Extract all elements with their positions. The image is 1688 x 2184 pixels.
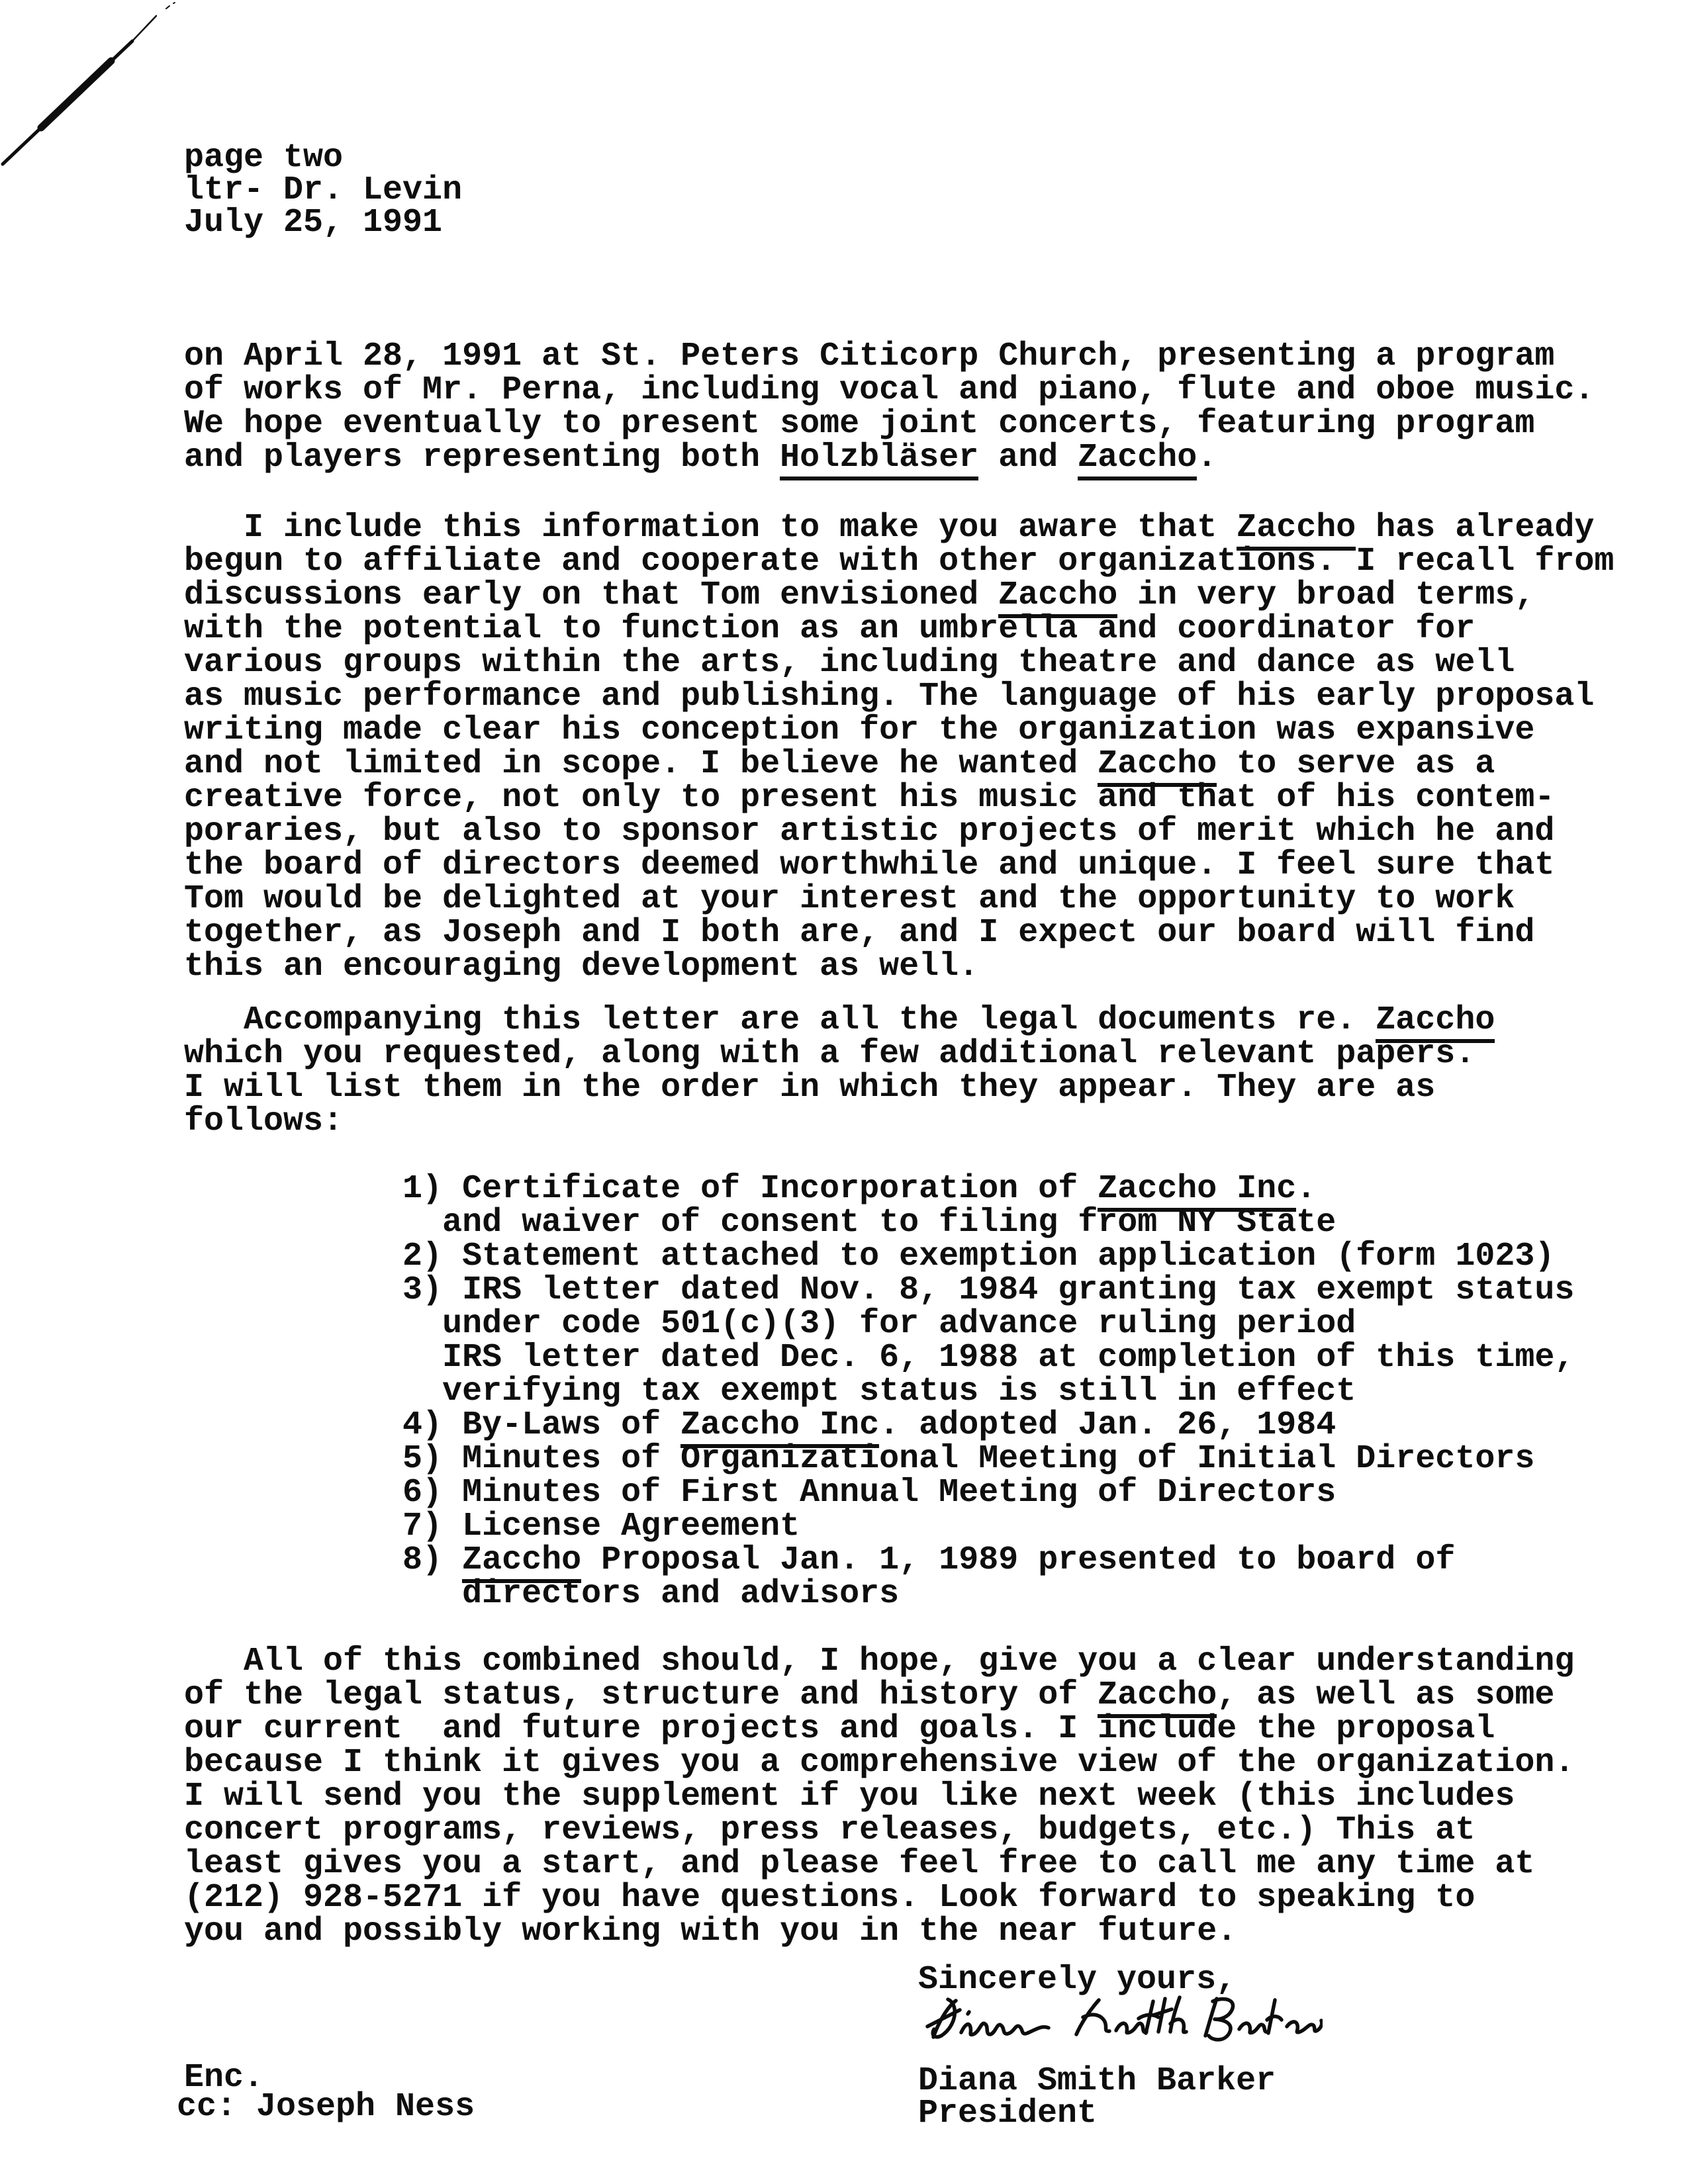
text-line: and players representing both Holzbläser and Zaccho. bbox=[184, 441, 1594, 475]
underlined-text: Zaccho bbox=[1237, 509, 1356, 551]
underlined-text: Zaccho Inc bbox=[680, 1406, 879, 1448]
text-line: We hope eventually to present some joint concerts, featuring program bbox=[184, 405, 1535, 443]
diagonal-slash-mark bbox=[0, 0, 192, 179]
text-line: 4) By-Laws of Zaccho Inc. adopted Jan. 26, 1984 bbox=[184, 1408, 1574, 1442]
enclosed-documents-list bbox=[184, 1172, 1574, 1611]
text-line: Accompanying this letter are all the legal documents re. Zaccho bbox=[184, 1003, 1495, 1037]
paragraph-zaccho-scope bbox=[184, 511, 1614, 983]
text-line: follows: bbox=[184, 1103, 344, 1140]
underlined-text: Holzbläser bbox=[780, 439, 978, 480]
text-line: ltr- Dr. Levin bbox=[184, 171, 463, 209]
text-line: I include this information to make you aware that Zaccho has already bbox=[184, 511, 1614, 545]
text-line: because I think it gives you a comprehensive view of the organization. bbox=[184, 1744, 1575, 1782]
cc-note: cc: Joseph Ness bbox=[177, 2088, 475, 2126]
text-line: writing made clear his conception for the organization was expansive bbox=[184, 711, 1535, 749]
paragraph-documents-intro bbox=[184, 1003, 1495, 1138]
text-line: directors and advisors bbox=[184, 1575, 900, 1613]
text-line: begun to affiliate and cooperate with other organizations. I recall from bbox=[184, 543, 1615, 580]
text-line: page two bbox=[184, 139, 344, 177]
text-line: creative force, not only to present his music and that of his contem- bbox=[184, 779, 1555, 817]
underlined-text: Zaccho bbox=[1098, 1676, 1217, 1718]
underlined-text: Zaccho bbox=[1078, 439, 1197, 480]
underlined-text: Zaccho Inc bbox=[1098, 1170, 1296, 1212]
enclosure-note: Enc. bbox=[184, 2059, 264, 2097]
underlined-text: Zaccho bbox=[998, 576, 1117, 618]
text-line: which you requested, along with a few additional relevant papers. bbox=[184, 1035, 1476, 1073]
text-line: I will list them in the order in which they appear. They are as bbox=[184, 1069, 1436, 1107]
paragraph-summary bbox=[184, 1645, 1574, 1948]
text-line: 7) License Agreement bbox=[184, 1508, 800, 1545]
underlined-text: Zaccho bbox=[462, 1541, 581, 1583]
text-line: discussions early on that Tom envisioned Zaccho in very broad terms, bbox=[184, 578, 1614, 612]
underlined-text: Zaccho bbox=[1376, 1001, 1495, 1043]
text-line: poraries, but also to sponsor artistic projects of merit which he and bbox=[184, 813, 1555, 850]
text-line: this an encouraging development as well. bbox=[184, 948, 979, 985]
text-line: All of this combined should, I hope, give you a clear understanding bbox=[184, 1643, 1575, 1680]
text-line: 6) Minutes of First Annual Meeting of Directors bbox=[184, 1474, 1336, 1512]
text-line: you and possibly working with you in the near future. bbox=[184, 1913, 1237, 1950]
text-line: 1) Certificate of Incorporation of Zaccho Inc. bbox=[184, 1172, 1574, 1206]
text-line: with the potential to function as an umbrella and coordinator for bbox=[184, 610, 1476, 648]
signature-name: Diana Smith Barker bbox=[918, 2062, 1276, 2100]
text-line: verifying tax exempt status is still in effect bbox=[184, 1373, 1356, 1410]
text-line: (212) 928-5271 if you have questions. Look forward to speaking to bbox=[184, 1879, 1476, 1917]
text-line: and not limited in scope. I believe he wanted Zaccho to serve as a bbox=[184, 747, 1614, 781]
text-line: 5) Minutes of Organizational Meeting of Initial Directors bbox=[184, 1440, 1535, 1478]
text-line: IRS letter dated Dec. 6, 1988 at completion of this time, bbox=[184, 1339, 1575, 1377]
text-line: concert programs, reviews, press releases, budgets, etc.) This at bbox=[184, 1811, 1476, 1849]
text-line: and waiver of consent to filing from NY State bbox=[184, 1204, 1336, 1242]
text-line: of the legal status, structure and history of Zaccho, as well as some bbox=[184, 1678, 1574, 1712]
signature-title: President bbox=[918, 2095, 1098, 2132]
text-line: on April 28, 1991 at St. Peters Citicorp Church, presenting a program bbox=[184, 338, 1555, 375]
text-line: 8) Zaccho Proposal Jan. 1, 1989 presented to board of bbox=[184, 1543, 1574, 1577]
handwritten-signature bbox=[925, 1991, 1323, 2057]
underlined-text: Zaccho bbox=[1098, 745, 1217, 787]
letter-header bbox=[184, 139, 463, 242]
closing-salutation: Sincerely yours, bbox=[918, 1961, 1237, 1999]
text-line: 2) Statement attached to exemption application (form 1023) bbox=[184, 1238, 1555, 1275]
text-line: July 25, 1991 bbox=[184, 204, 443, 242]
text-line: Tom would be delighted at your interest and the opportunity to work bbox=[184, 880, 1515, 918]
text-line: our current and future projects and goals. I include the proposal bbox=[184, 1710, 1495, 1748]
text-line: as music performance and publishing. The language of his early proposal bbox=[184, 678, 1595, 715]
text-line: together, as Joseph and I both are, and I expect our board will find bbox=[184, 914, 1535, 952]
text-line: under code 501(c)(3) for advance ruling period bbox=[184, 1305, 1356, 1343]
text-line: 3) IRS letter dated Nov. 8, 1984 granting tax exempt status bbox=[184, 1271, 1575, 1309]
text-line: of works of Mr. Perna, including vocal and piano, flute and oboe music. bbox=[184, 371, 1595, 409]
text-line: various groups within the arts, including theatre and dance as well bbox=[184, 644, 1515, 682]
text-line: least gives you a start, and please feel free to call me any time at bbox=[184, 1845, 1535, 1883]
text-line: the board of directors deemed worthwhile and unique. I feel sure that bbox=[184, 846, 1555, 884]
text-line: I will send you the supplement if you like next week (this includes bbox=[184, 1778, 1515, 1815]
paragraph-concerts bbox=[184, 340, 1594, 475]
